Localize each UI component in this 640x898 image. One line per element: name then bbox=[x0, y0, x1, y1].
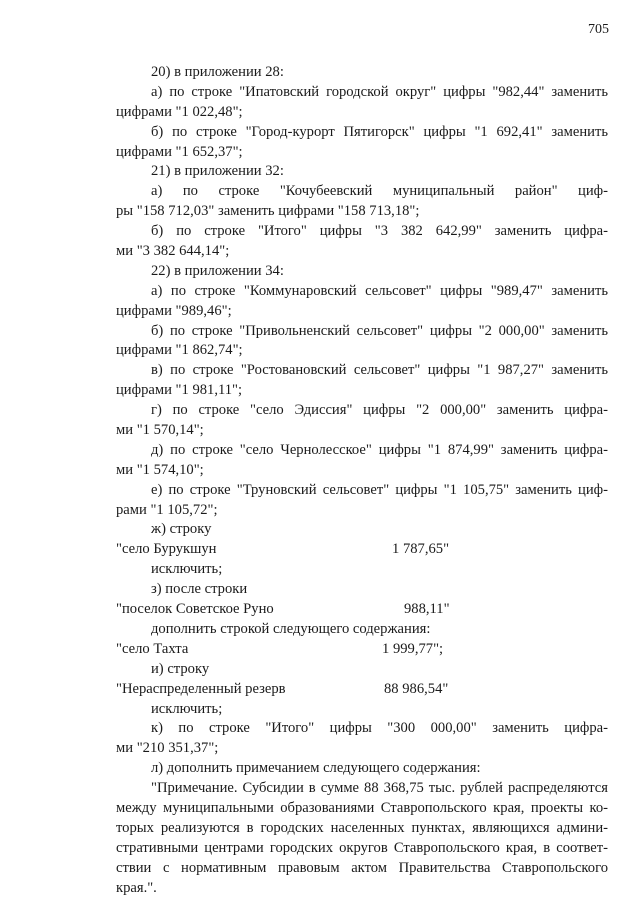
text-line: б) по строке "Итого" цифры "3 382 642,99" заменить цифра- bbox=[151, 223, 608, 240]
text-line: е) по строке "Труновский сельсовет" цифры "1 105,75" заменить циф- bbox=[151, 481, 608, 498]
text-line: ры "158 712,03" заменить цифрами "158 713,18"; bbox=[116, 203, 420, 220]
text-line: а) по строке "Ипатовский городской округ" цифры "982,44" заменить bbox=[151, 83, 608, 100]
text-line: цифрами "989,46"; bbox=[116, 302, 232, 319]
text-line: л) дополнить примечанием следующего содержания: bbox=[151, 760, 481, 777]
table-row bbox=[116, 540, 608, 560]
row-value: 1 999,77"; bbox=[382, 640, 444, 657]
table-row bbox=[116, 680, 608, 700]
note-line: между муниципальными образованиями Ставропольского края, проекты ко- bbox=[116, 799, 608, 816]
note-line: края.". bbox=[116, 879, 157, 896]
text-line: з) после строки bbox=[151, 581, 248, 598]
text-line: и) строку bbox=[151, 660, 210, 677]
note-line: стративными центрами городских округов Ставропольского края, в соответ- bbox=[116, 839, 608, 856]
table-row bbox=[116, 600, 608, 620]
note-line: ствии с нормативным правовым актом Правительства Ставропольского bbox=[116, 859, 608, 876]
text-line: ми "210 351,37"; bbox=[116, 740, 219, 757]
row-name: "поселок Советское Руно bbox=[116, 601, 274, 618]
section-heading-21: 21) в приложении 32: bbox=[151, 163, 284, 180]
document-body bbox=[116, 63, 608, 898]
row-value: 88 986,54" bbox=[384, 680, 449, 697]
text-line: ми "3 382 644,14"; bbox=[116, 243, 230, 260]
text-line: б) по строке "Город-курорт Пятигорск" цифры "1 692,41" заменить bbox=[151, 123, 608, 140]
row-name: "село Бурукшун bbox=[116, 541, 217, 558]
section-heading-20: 20) в приложении 28: bbox=[151, 64, 284, 80]
text-line: д) по строке "село Чернолесское" цифры "1 874,99" заменить цифра- bbox=[151, 441, 608, 458]
text-line: б) по строке "Привольненский сельсовет" цифры "2 000,00" заменить bbox=[151, 322, 608, 339]
text-line: г) по строке "село Эдиссия" цифры "2 000,00" заменить цифра- bbox=[151, 402, 608, 419]
text-line: цифрами "1 652,37"; bbox=[116, 143, 243, 160]
text-line: цифрами "1 022,48"; bbox=[116, 103, 243, 120]
text-line: исключить; bbox=[151, 700, 223, 717]
text-line: а) по строке "Коммунаровский сельсовет" цифры "989,47" заменить bbox=[151, 282, 608, 299]
text-line: к) по строке "Итого" цифры "300 000,00" заменить цифра- bbox=[151, 720, 608, 737]
row-name: "село Тахта bbox=[116, 640, 189, 657]
text-line: цифрами "1 862,74"; bbox=[116, 342, 243, 359]
row-name: "Нераспределенный резерв bbox=[116, 680, 286, 697]
text-line: ми "1 570,14"; bbox=[116, 422, 204, 439]
table-row bbox=[116, 640, 608, 660]
page-number: 705 bbox=[588, 22, 609, 37]
text-line: исключить; bbox=[151, 561, 223, 578]
note-line: торых реализуются в городских населенных пунктах, являющихся админи- bbox=[116, 819, 608, 836]
text-line: цифрами "1 981,11"; bbox=[116, 382, 243, 399]
note-line: "Примечание. Субсидии в сумме 88 368,75 тыс. рублей распределяются bbox=[151, 780, 608, 797]
text-line: рами "1 105,72"; bbox=[116, 501, 218, 518]
text-line: ми "1 574,10"; bbox=[116, 461, 204, 478]
row-value: 988,11" bbox=[404, 601, 450, 618]
text-line: дополнить строкой следующего содержания: bbox=[151, 620, 431, 637]
section-heading-22: 22) в приложении 34: bbox=[151, 262, 284, 279]
text-line: а) по строке "Кочубеевский муниципальный район" циф- bbox=[151, 183, 608, 200]
row-value: 1 787,65" bbox=[392, 541, 450, 558]
text-line: ж) строку bbox=[151, 521, 212, 538]
text-line: в) по строке "Ростовановский сельсовет" цифры "1 987,27" заменить bbox=[151, 362, 608, 379]
